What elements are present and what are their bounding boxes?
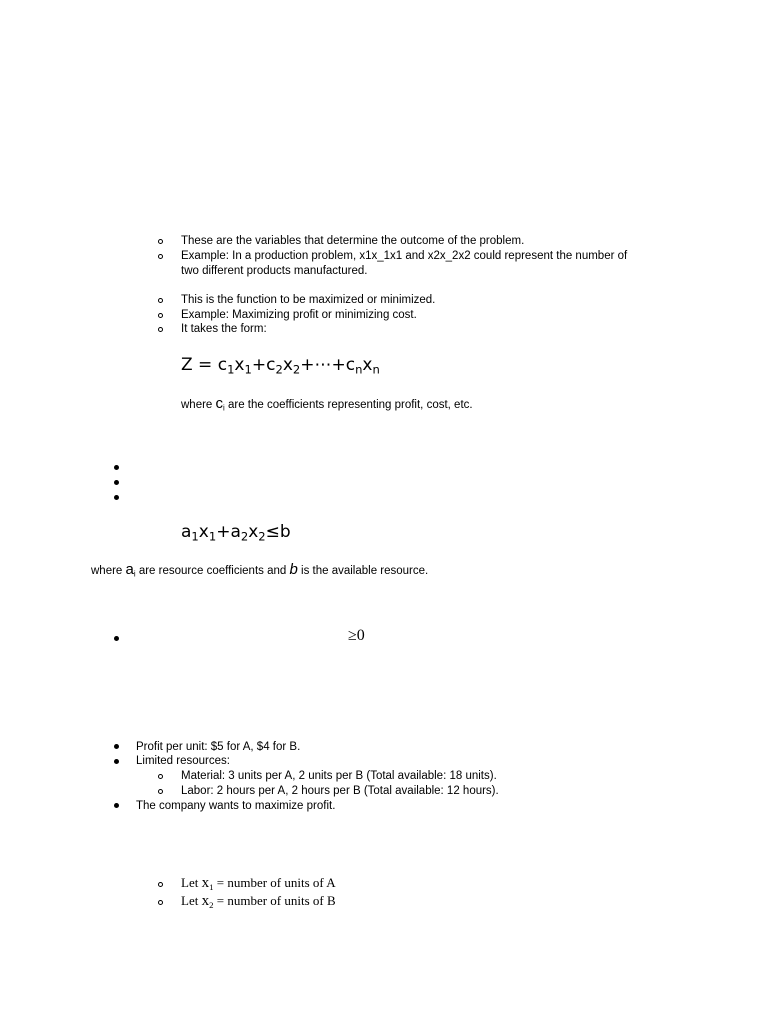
constraint-formula: $a_1x_1+a_2x_2\le b$ [181, 522, 291, 544]
objective-note: where $c_i$ are the coefficients representing profit, cost, etc. [181, 395, 473, 413]
objective-item-3: It takes the form: [181, 323, 267, 335]
nonneg-symbol: ≥0 [348, 627, 365, 644]
list-bullet [114, 744, 119, 749]
list-bullet [114, 465, 119, 470]
list-bullet [158, 254, 163, 259]
example-limited: Limited resources: [136, 755, 230, 767]
variables-item-1: These are the variables that determine the outcome of the problem. [181, 235, 525, 247]
constraint-note: where $a_i$ are resource coefficients and b is the available resource. [91, 561, 429, 579]
list-bullet [158, 774, 163, 779]
list-bullet [114, 759, 119, 764]
decision-var-2: Let $x_2$ = number of units of B [181, 893, 336, 910]
example-labor: Labor: 2 hours per A, 2 hours per B (Total available: 12 hours). [181, 785, 499, 797]
list-bullet [158, 239, 163, 244]
list-bullet [114, 495, 119, 500]
list-bullet [114, 636, 119, 641]
decision-var-1: Let $x_1$ = number of units of A [181, 875, 336, 892]
list-bullet [114, 803, 119, 808]
variables-item-2: Example: In a production problem, x1x_1x1 and x2x_2x2 could represent the number of [181, 250, 628, 262]
example-material: Material: 3 units per A, 2 units per B (Total available: 18 units). [181, 770, 497, 782]
example-goal: The company wants to maximize profit. [136, 800, 336, 812]
list-bullet [158, 882, 163, 887]
list-bullet [158, 313, 163, 318]
list-bullet [158, 900, 163, 905]
list-bullet [158, 789, 163, 794]
variables-item-2-cont: two different products manufactured. [181, 265, 368, 277]
list-bullet [114, 480, 119, 485]
list-bullet [158, 327, 163, 332]
list-bullet [158, 298, 163, 303]
example-profit: Profit per unit: $5 for A, $4 for B. [136, 741, 301, 753]
objective-formula: $Z = c_1x_1+c_2x_2+\cdots+c_nx_n$ [181, 355, 380, 377]
objective-item-2: Example: Maximizing profit or minimizing cost. [181, 309, 417, 321]
objective-item-1: This is the function to be maximized or minimized. [181, 294, 436, 306]
